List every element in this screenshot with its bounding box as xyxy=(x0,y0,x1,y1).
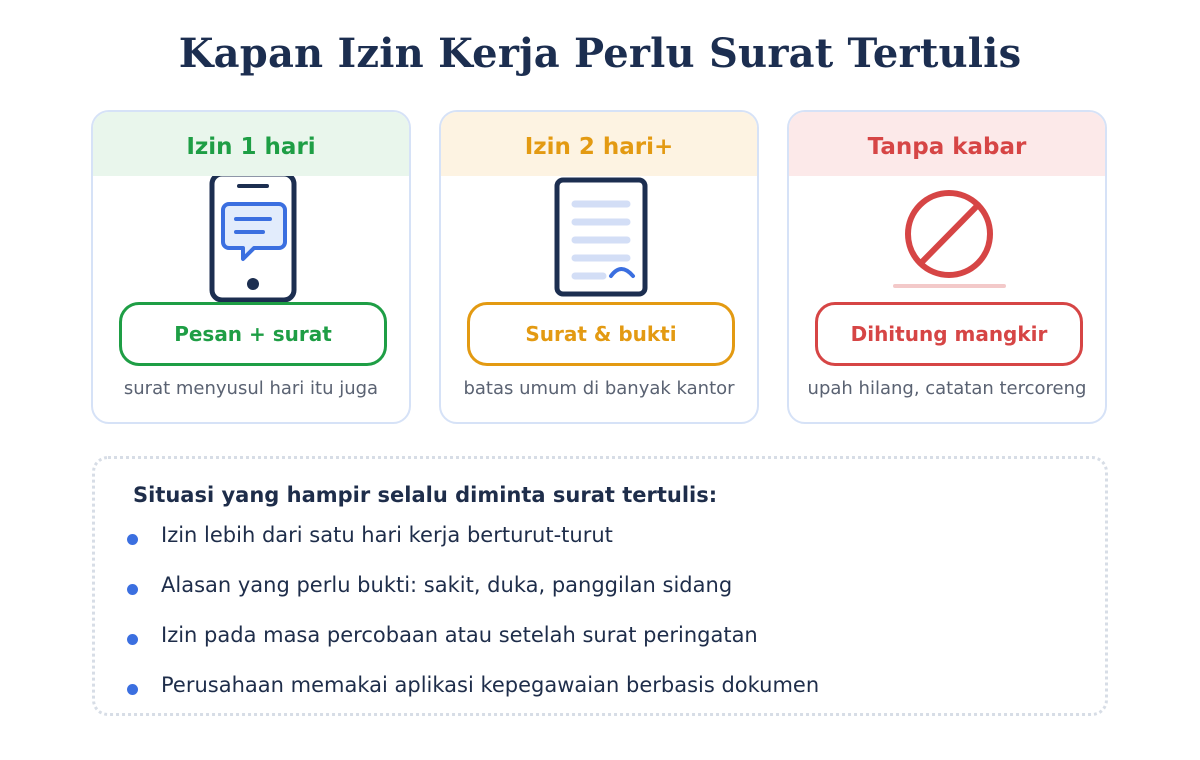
card-heading: Izin 1 hari xyxy=(93,112,409,176)
card-note: upah hilang, catatan tercoreng xyxy=(807,378,1087,399)
pill-label: Surat & bukti xyxy=(467,302,735,366)
pill-label: Dihitung mangkir xyxy=(815,302,1083,366)
list-item-text: Izin pada masa percobaan atau setelah surat peringatan xyxy=(161,623,758,647)
situations-box xyxy=(92,456,1108,716)
card-izin-2-hari xyxy=(439,110,759,424)
prohibited-icon xyxy=(789,176,1105,306)
list-item-text: Alasan yang perlu bukti: sakit, duka, panggilan sidang xyxy=(161,573,733,597)
bullet-icon xyxy=(127,634,138,645)
page-title: Kapan Izin Kerja Perlu Surat Tertulis xyxy=(178,30,1022,77)
card-note: batas umum di banyak kantor xyxy=(463,378,735,399)
situations-heading: Situasi yang hampir selalu diminta surat tertulis: xyxy=(133,483,718,507)
signed-document-icon xyxy=(441,176,757,306)
bullet-icon xyxy=(127,534,138,545)
card-izin-1-hari xyxy=(91,110,411,424)
bullet-icon xyxy=(127,584,138,595)
list-item-text: Perusahaan memakai aplikasi kepegawaian berbasis dokumen xyxy=(161,673,820,697)
card-note: surat menyusul hari itu juga xyxy=(123,378,379,399)
list-item-text: Izin lebih dari satu hari kerja berturut-turut xyxy=(161,523,613,547)
card-heading: Izin 2 hari+ xyxy=(441,112,757,176)
card-heading: Tanpa kabar xyxy=(789,112,1105,176)
phone-message-icon xyxy=(93,176,409,306)
card-tanpa-kabar xyxy=(787,110,1107,424)
pill-label: Pesan + surat xyxy=(119,302,387,366)
bullet-icon xyxy=(127,684,138,695)
